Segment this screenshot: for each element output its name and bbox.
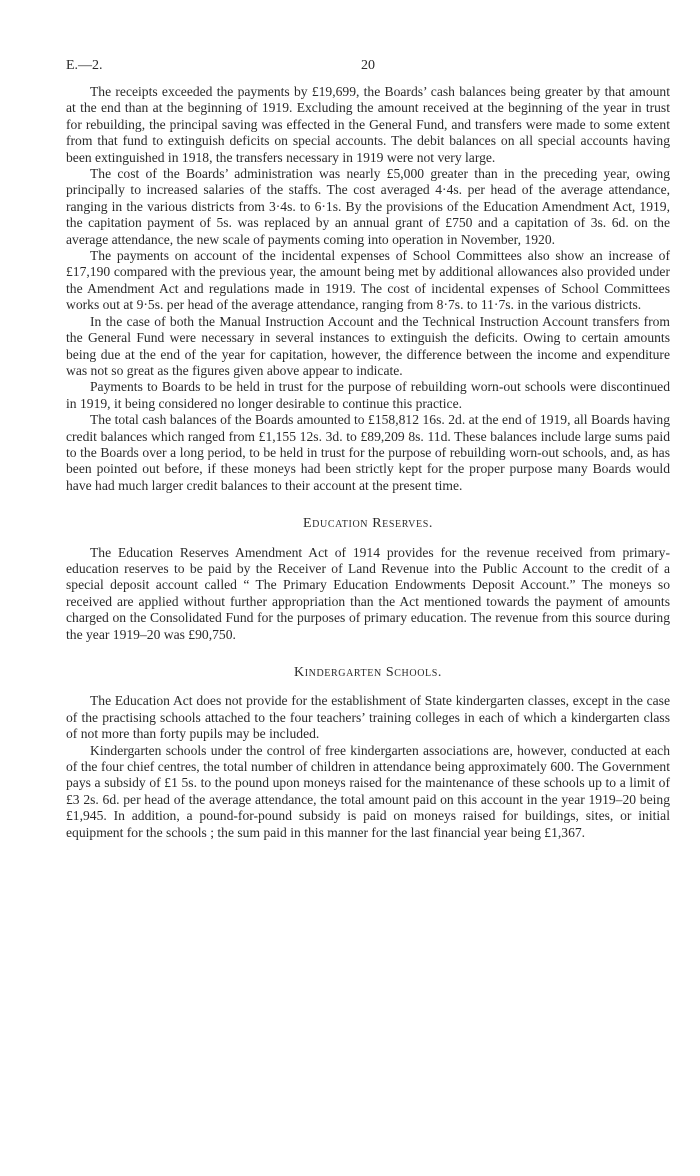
section-board-finances	[66, 84, 670, 494]
section-kindergarten-schools	[66, 693, 670, 841]
paragraph: Payments to Boards to be held in trust for the purpose of rebuilding worn-out schools were discontinued in 1919, it being considered no longer desirable to continue this practice.	[66, 379, 670, 411]
paragraph: The receipts exceeded the payments by £19,699, the Boards’ cash balances being greater by that amount at the end than at the beginning of 1919. Excluding the amount received at the beginning of the year in trust for rebuilding, the principal saving was effected in the General Fund, and transfers were made to some extent from that fund to extinguish deficits on special accounts. The debit balances on all special accounts having been extinguished in 1918, the transfers necessary in 1919 were not very large.	[66, 84, 670, 165]
paragraph: The Education Act does not provide for the establishment of State kindergarten classes, except in the case of the practising schools attached to the four teachers’ training colleges in each of which a kindergarten class of not more than forty pupils may be included.	[66, 693, 670, 742]
paragraph: In the case of both the Manual Instruction Account and the Technical Instruction Account transfers from the General Fund were necessary in several instances to extinguish the deficits. Owing to certain amounts being due at the end of the year for capitation, however, the difference between the income and expenditure was not so great as the figures given above appear to indicate.	[66, 313, 670, 378]
running-header	[66, 58, 670, 78]
section-heading-kindergarten-schools: Kindergarten Schools.	[293, 665, 442, 680]
paragraph: The cost of the Boards’ administration was nearly £5,000 greater than in the preceding year, owing principally to increased salaries of the staffs. The cost averaged 4·4s. per head of the average attendance, ranging in the various districts from 3·4s. to 6·1s. By the provisions of the Education Amendment Act, 1919, the capitation payment of 5s. was replaced by an annual grant of £750 and a capitation of 3s. 6d. on the average attendance, the new scale of payments coming into operation in November, 1920.	[66, 166, 670, 247]
section-education-reserves	[66, 545, 670, 643]
page-number: 20	[361, 58, 375, 73]
paragraph: The Education Reserves Amendment Act of 1914 provides for the revenue received from primary-education reserves to be paid by the Receiver of Land Revenue into the Public Account to the credit of a special deposit account called “ The Primary Education Endowments Deposit Account.” The moneys so received are applied without further appropriation than the Act mentioned towards the payment of amounts charged on the Consolidated Fund for the purposes of primary education. The revenue from this source during the year 1919–20 was £90,750.	[66, 544, 670, 642]
section-heading-education-reserves: Education Reserves.	[303, 516, 433, 532]
paragraph: The payments on account of the incidental expenses of School Committees also show an increase of £17,190 compared with the previous year, the amount being met by additional allowances also provided under the Amendment Act and regulations made in 1919. The cost of incidental expenses of School Committees works out at 9·5s. per head of the average attendance, ranging from 8·7s. to 11·7s. in the various districts.	[66, 248, 670, 313]
paragraph: The total cash balances of the Boards amounted to £158,812 16s. 2d. at the end of 1919, all Boards having credit balances which ranged from £1,155 12s. 3d. to £89,209 8s. 11d. These balances include large sums paid to the Boards over a long period, to be held in trust for the purpose of rebuilding worn-out schools, and, as has been pointed out before, if these moneys had been strictly kept for the proper purpose many Boards would have had much larger credit balances to their account at the present time.	[66, 412, 670, 493]
paragraph: Kindergarten schools under the control of free kindergarten associations are, however, conducted at each of the four chief centres, the total number of children in attendance being approximately 600. The Government pays a subsidy of £1 5s. to the pound upon moneys raised for the maintenance of these schools up to a limit of £3 2s. 6d. per head of the average attendance, the total amount paid on this account in the year 1919–20 being £1,945. In addition, a pound-for-pound subsidy is paid on moneys raised for buildings, sites, or initial equipment for the schools ; the sum paid in this manner for the last financial year being £1,367.	[66, 742, 670, 840]
document-reference: E.—2.	[66, 58, 103, 73]
document-page	[66, 58, 670, 841]
